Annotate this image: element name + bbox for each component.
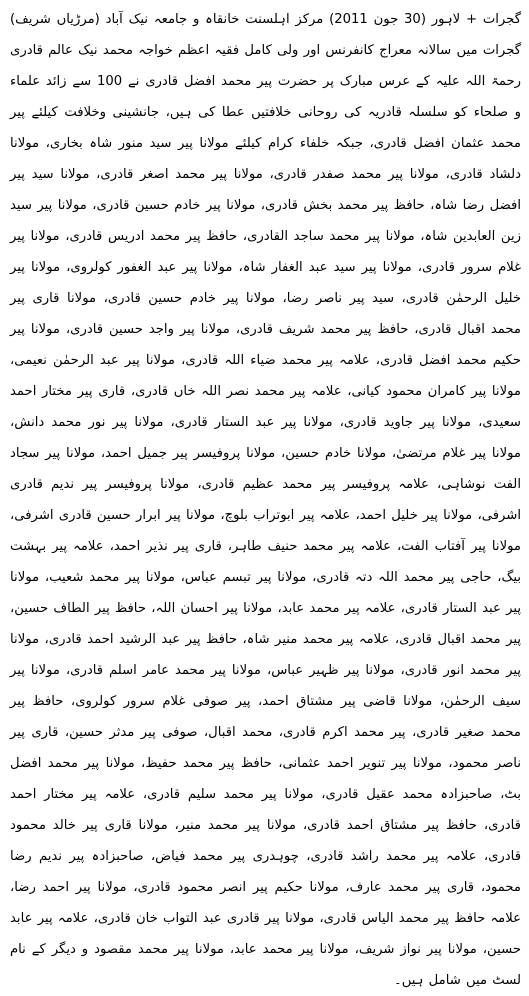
article-body-text: گجرات + لاہور (30 جون 2011) مرکز اہلسنت خانقاہ و جامعہ نیک آباد (مرڑیاں شریف) گجرات میں سالانہ معراج کانفرنس اور ولی کامل فقیہ اعظم خواجہ محمد نیک عالم قادری رحمۃ اللہ علیہ کے عرس مبارک پر حضرت پیر محمد افضل قادری نے 100 سے زائد علماء و صلحاء کو سلسلہ قادریہ کی روحانی خلافتیں عطا کی ہیں، جانشینی وخلافت کیلئے پیر محمد عثمان افضل قادری، جبکہ خلفاء کرام کیلئے مولانا پیر سید منور شاہ بخاری، مولانا دلشاد قادری، مولانا پیر محمد صفدر قادری، مولانا پیر محمد اصغر قادری، مولانا سید پیر افضل رضا شاہ، حافظ پیر محمد بخش قادری، مولانا پیر خادم حسین قادری، مولانا پیر سید زین العابدین شاہ، مولانا پیر محمد ساجد القادری، حافظ پیر محمد ادریس قادری، مولانا پیر غلام سرور قادری، مولانا پیر سید عبد الغفار شاہ، مولانا پیر عبد الغفور کولروی، مولانا پیر خلیل الرحمٰن قادری، سید پیر ناصر رضا، مولانا پیر خادم حسین قادری، مولانا قاری پیر محمد اقبال قادری، حافظ پیر محمد شریف قادری، مولانا پیر واجد حسین قادری، مولانا پیر حکیم محمد افضل قادری، علامہ پیر محمد ضیاء اللہ قادری، مولانا پیر عبد الرحمٰن نعیمی، مولانا پیر کامران محمود کیانی، علامہ پیر محمد نصر اللہ خاں قادری، قاری پیر مختار احمد سعیدی، مولانا پیر جاوید قادری، مولانا پیر عبد الستار قادری، مولانا پیر نور محمد دانش، مولانا پیر غلام مرتضیٰ، مولانا خادم حسین، مولانا پروفیسر پیر جمیل احمد، مولانا پیر سجاد الفت نوشاہی، علامہ پروفیسر پیر محمد عظیم قادری، مولانا پروفیسر پیر ندیم قادری اشرفی، مولانا پیر خلیل احمد، علامہ پیر ابوتراب بلوچ، مولانا پیر ابرار حسین قادری اشرفی، مولانا پیر آفتاب الفت، علامہ پیر محمد حنیف طاہر، قاری پیر نذیر احمد، علامہ پیر بہشت بیگ، حاجی پیر محمد اللہ دتہ قادری، مولانا پیر تبسم عباس، مولانا پیر محمد شعیب، مولانا پیر عبد الستار قادری، علامہ پیر محمد عابد، مولانا پیر احسان اللہ، حافظ پیر الطاف حسین، پیر محمد اقبال قادری، علامہ پیر محمد منیر شاہ، حافظ پیر عبد الرشید احمد قادری، مولانا پیر محمد انور قادری، مولانا پیر ظہیر عباس، مولانا پیر محمد عامر اسلم قادری، مولانا پیر سیف الرحمٰن، مولانا قاضی پیر مشتاق احمد، پیر صوفی غلام سرور کولروی، حافظ پیر محمد صغیر قادری، پیر محمد اکرم قادری، محمد اقبال، صوفی پیر مدثر حسین، قاری پیر ناصر محمود، مولانا پیر تنویر احمد عثمانی، حافظ پیر محمد حفیظ، مولانا پیر محمد افضل بٹ، صاحبزادہ محمد عقیل قادری، مولانا پیر محمد سلیم قادری، علامہ پیر مختار احمد قادری، حافظ پیر مشتاق احمد قادری، مولانا پیر محمد منیر، مولانا قاری پیر خالد محمود قادری، علامہ پیر محمد راشد قادری، چوہدری پیر محمد فیاض، صاحبزادہ پیر ندیم رضا محمود، قاری پیر محمد عارف، مولانا حکیم پیر انصر محمود قادری، مولانا پیر احمد رضا، علامہ حافظ پیر محمد الیاس قادری، مولانا پیر قادری عبد التواب خان قادری، علامہ پیر عابد حسین، مولانا پیر نواز شریف، مولانا پیر محمد عابد، مولانا پیر محمد مقصود و دیگر کے نام لسٹ میں شامل ہیں۔ <box>10 12 521 988</box>
